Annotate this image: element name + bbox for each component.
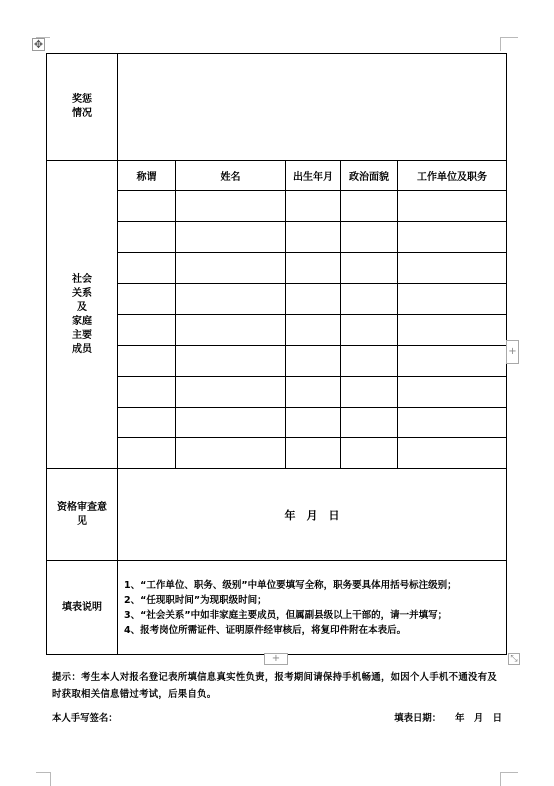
family-header-row <box>47 161 507 191</box>
table-cell[interactable] <box>118 377 176 408</box>
table-cell[interactable] <box>398 222 507 253</box>
table-cell[interactable] <box>286 377 341 408</box>
table-cell[interactable] <box>398 377 507 408</box>
table-cell[interactable] <box>286 346 341 377</box>
table-cell[interactable] <box>176 222 286 253</box>
signature-label: 本人手写签名： <box>52 713 118 724</box>
crop-mark <box>500 37 501 51</box>
column-header: 称谓 <box>118 161 176 191</box>
column-header: 工作单位及职务 <box>398 161 507 191</box>
table-cell[interactable] <box>118 315 176 346</box>
table-cell[interactable] <box>341 346 398 377</box>
column-header: 政治面貌 <box>341 161 398 191</box>
table-cell[interactable] <box>398 253 507 284</box>
table-cell[interactable] <box>118 222 176 253</box>
resize-icon[interactable]: ⤡ <box>508 653 520 665</box>
table-cell[interactable] <box>398 315 507 346</box>
table-cell[interactable] <box>398 191 507 222</box>
instruction-line: 2、“任现职时间”为现职级时间； <box>124 594 267 606</box>
add-column-plus-icon[interactable]: + <box>506 340 519 364</box>
table-cell[interactable] <box>118 438 176 469</box>
table-cell[interactable] <box>341 408 398 438</box>
instruction-line: 1、“工作单位、职务、级别”中单位要填写全称，职务要具体用括号标注级别； <box>124 579 457 591</box>
table-cell[interactable] <box>341 222 398 253</box>
crop-mark <box>500 772 518 773</box>
awards-label: 奖惩 情况 <box>47 54 118 161</box>
signature-line <box>52 710 502 724</box>
crop-mark <box>36 772 50 773</box>
column-header: 姓名 <box>176 161 286 191</box>
table-cell[interactable] <box>176 253 286 284</box>
table-cell[interactable] <box>286 191 341 222</box>
table-cell[interactable] <box>341 191 398 222</box>
table-cell[interactable] <box>286 222 341 253</box>
table-cell[interactable] <box>176 346 286 377</box>
table-cell[interactable] <box>176 284 286 315</box>
table-cell[interactable] <box>176 377 286 408</box>
move-handle-icon[interactable]: ✥ <box>33 38 44 51</box>
table-cell[interactable] <box>118 191 176 222</box>
table-cell[interactable] <box>341 315 398 346</box>
crop-mark <box>50 772 51 786</box>
table-cell[interactable] <box>341 377 398 408</box>
instruction-line: 3、“社会关系”中如非家庭主要成员，但属副县级以上干部的，请一并填写； <box>124 609 448 621</box>
table-cell[interactable] <box>176 438 286 469</box>
column-header: 出生年月 <box>286 161 341 191</box>
fill-date-label: 填表日期： 年 月 日 <box>394 713 502 724</box>
table-cell[interactable] <box>398 438 507 469</box>
table-cell[interactable] <box>176 191 286 222</box>
table-cell[interactable] <box>398 284 507 315</box>
table-cell[interactable] <box>118 408 176 438</box>
review-date: 年 月 日 <box>284 508 340 522</box>
table-cell[interactable] <box>286 315 341 346</box>
review-label: 资格审查意 见 <box>47 469 118 561</box>
instructions-row <box>47 561 507 655</box>
instruction-line: 4、报考岗位所需证件、证明原件经审核后，将复印件附在本表后。 <box>124 624 407 636</box>
social-relations-label: 社会 关系 及 家庭 主要 成员 <box>47 161 118 469</box>
footer-hint: 提示：考生本人对报名登记表所填信息真实性负责，报考期间请保持手机畅通，如因个人手机不通没有及时获取相关信息错过考试，后果自负。 <box>52 672 498 700</box>
table-cell[interactable] <box>118 284 176 315</box>
table-cell[interactable] <box>341 438 398 469</box>
table-cell[interactable] <box>176 408 286 438</box>
table-cell[interactable] <box>286 284 341 315</box>
crop-mark <box>500 772 501 786</box>
review-field[interactable] <box>118 469 507 561</box>
table-cell[interactable] <box>286 438 341 469</box>
table-cell[interactable] <box>398 346 507 377</box>
instructions-text <box>118 561 507 655</box>
table-cell[interactable] <box>118 346 176 377</box>
table-cell[interactable] <box>286 253 341 284</box>
registration-form-table <box>46 53 507 655</box>
table-cell[interactable] <box>286 408 341 438</box>
crop-mark <box>500 37 518 38</box>
table-cell[interactable] <box>341 284 398 315</box>
awards-row <box>47 54 507 161</box>
awards-field[interactable] <box>118 54 507 161</box>
add-row-plus-icon[interactable]: + <box>264 653 288 665</box>
table-cell[interactable] <box>341 253 398 284</box>
table-cell[interactable] <box>118 253 176 284</box>
table-cell[interactable] <box>398 408 507 438</box>
review-row <box>47 469 507 561</box>
instructions-label: 填表说明 <box>47 561 118 655</box>
table-cell[interactable] <box>176 315 286 346</box>
